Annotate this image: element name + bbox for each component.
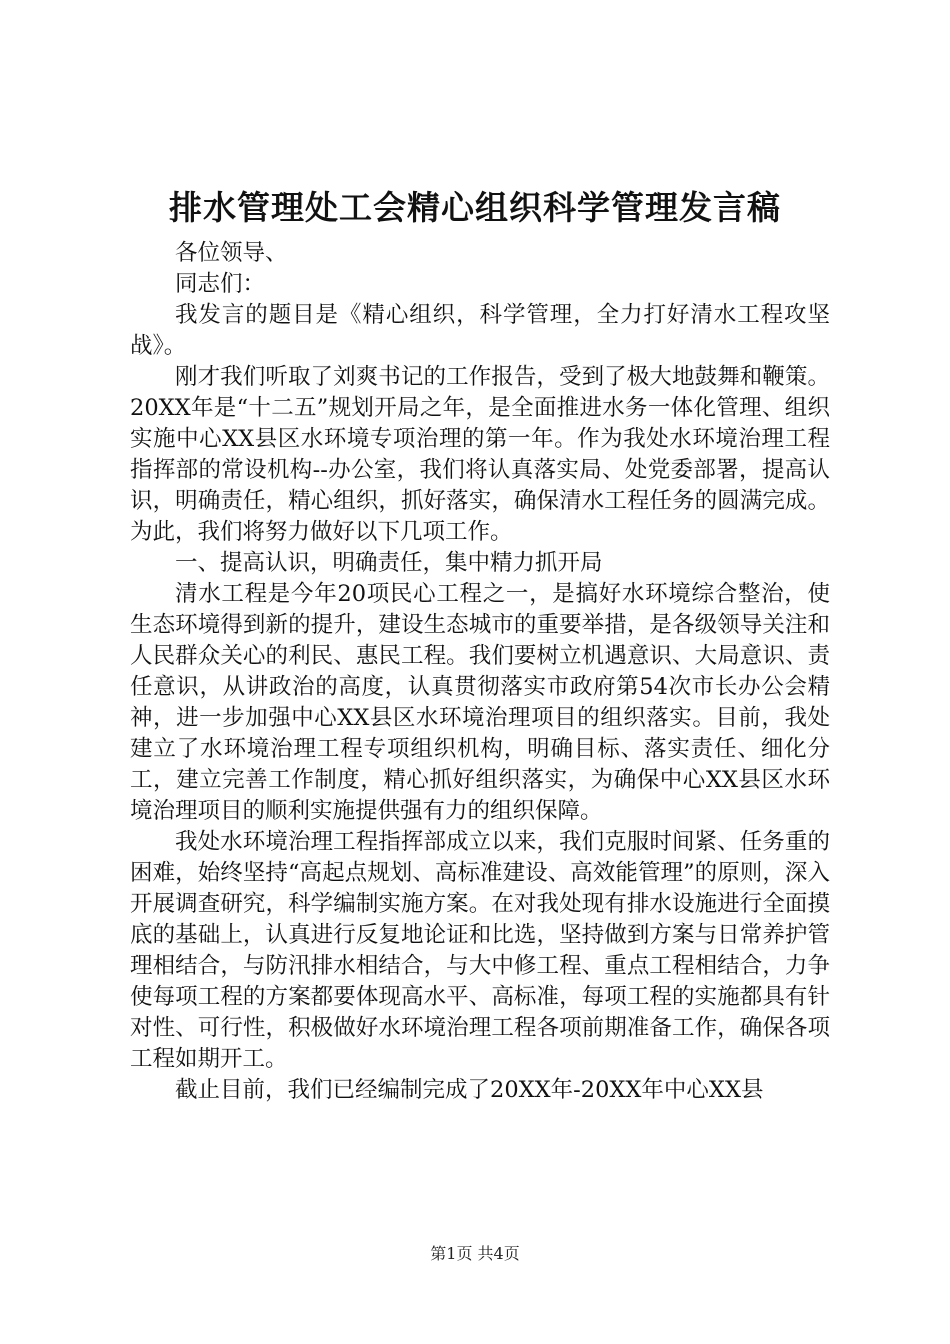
salutation-comrades: 同志们： [175, 271, 266, 297]
document-body [130, 238, 830, 1106]
paragraph-project: 清水工程是今年20项民心工程之一，是搞好水环境综合整治，使生态环境得到新的提升，建设生态城市的重要举措，是各级领导关注和人民群众关心的利民、惠民工程。我们要树立机遇意识、大局意识、责任意识，从讲政治的高度，认真贯彻落实市政府第54次市长办公会精神，进一步加强中心XX县区水环境治理项目的组织落实。目前，我处建立了水环境治理工程专项组织机构，明确目标、落实责任、细化分工，建立完善工作制度，精心抓好组织落实，为确保中心XX县区水环境治理项目的顺利实施提供强有力的组织保障。 [130, 581, 830, 824]
page-footer: 第1页 共4页 [430, 1244, 520, 1263]
paragraph-headquarters: 我处水环境治理工程指挥部成立以来，我们克服时间紧、任务重的困难，始终坚持“高起点规划、高标准建设、高效能管理”的原则，深入开展调查研究，科学编制实施方案。在对我处现有排水设施进行全面摸底的基础上，认真进行反复地论证和比选，坚持做到方案与日常养护管理相结合，与防汛排水相结合，与大中修工程、重点工程相结合，力争使每项工程的方案都要体现高水平、高标准，每项工程的实施都具有针对性、可行性，积极做好水环境治理工程各项前期准备工作，确保各项工程如期开工。 [130, 829, 830, 1072]
section-heading-1: 一、提高认识，明确责任，集中精力抓开局 [175, 550, 603, 576]
paragraph-intro: 刚才我们听取了刘爽书记的工作报告，受到了极大地鼓舞和鞭策。20XX年是“十二五”规划开局之年，是全面推进水务一体化管理、组织实施中心XX县区水环境专项治理的第一年。作为我处水环境治理工程指挥部的常设机构--办公室，我们将认真落实局、处党委部署，提高认识，明确责任，精心组织，抓好落实，确保清水工程任务的圆满完成。为此，我们将努力做好以下几项工作。 [130, 364, 830, 545]
document-title: 排水管理处工会精心组织科学管理发言稿 [169, 188, 781, 227]
salutation-leaders: 各位领导、 [175, 240, 288, 266]
paragraph-progress: 截止目前，我们已经编制完成了20XX年-20XX年中心XX县 [175, 1077, 764, 1103]
paragraph-topic: 我发言的题目是《精心组织，科学管理，全力打好清水工程攻坚战》。 [130, 302, 830, 359]
